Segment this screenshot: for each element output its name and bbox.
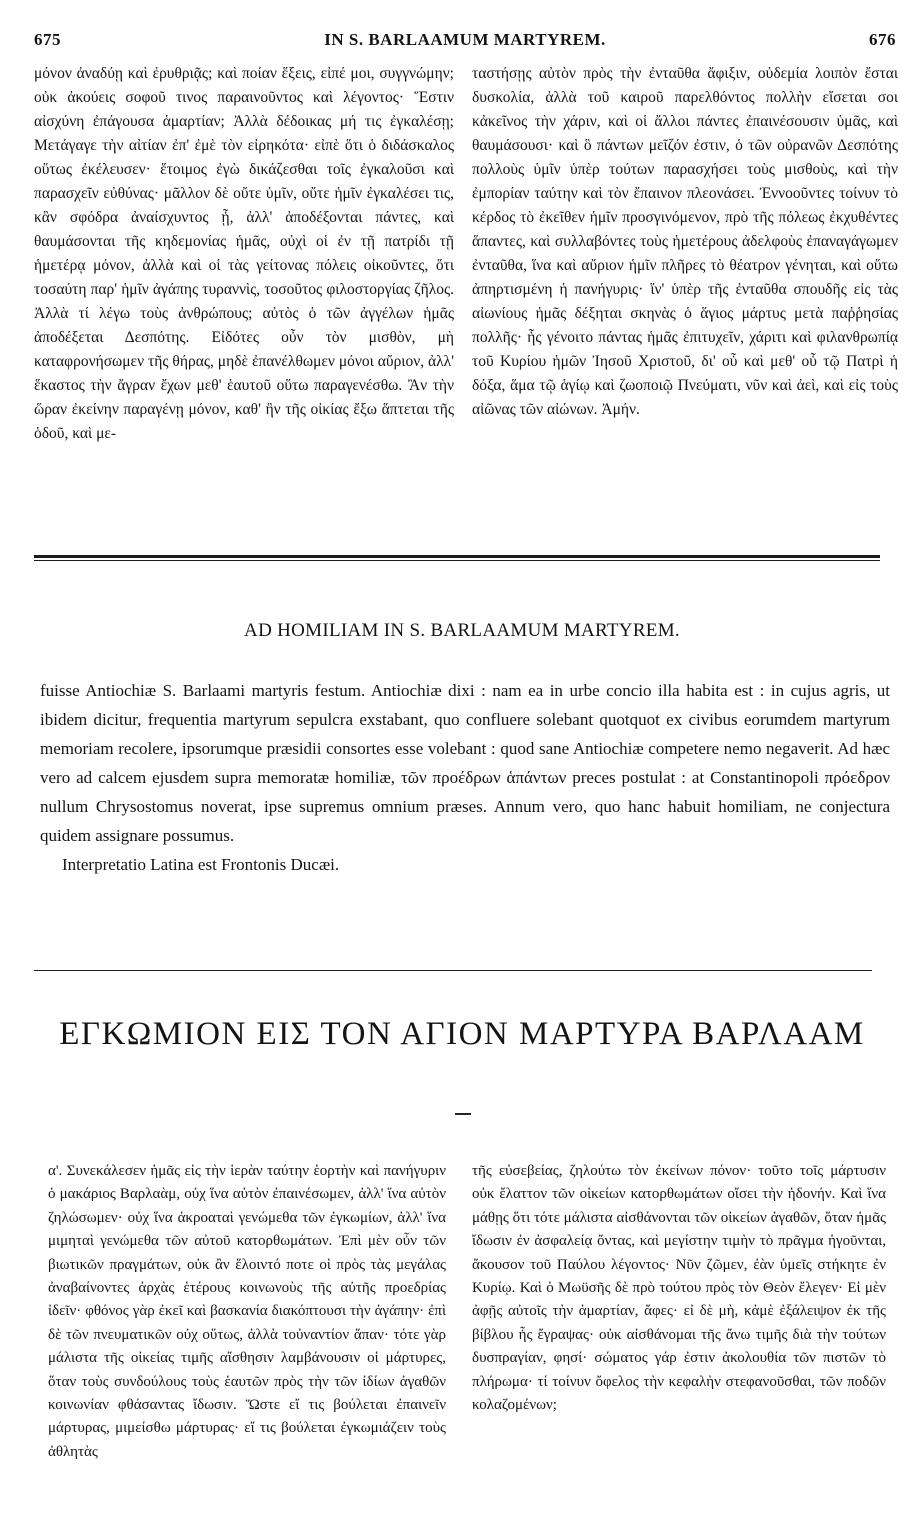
note-body [40,676,890,879]
running-header [34,30,896,60]
encomium-column-left [48,1160,446,1490]
encomium-title: ΕΓΚΩΜΙΟΝ ΕΙΣ ΤΟΝ ΑΓΙΟΝ ΜΑΡΤΥΡΑ ΒΑΡΛΑΑΜ [59,1016,865,1052]
running-title: IN S. BARLAAMUM MARTYREM. [324,30,606,49]
note-credit: Interpretatio Latina est Frontonis Ducæi. [62,855,340,874]
note-title: AD HOMILIAM IN S. BARLAAMUM MARTYREM. [244,620,680,641]
homily-column-right [472,62,898,532]
title-dash [455,1113,471,1115]
page-number-left: 675 [34,30,61,49]
page-number-right: 676 [869,30,896,49]
homily-text-left: μόνον ἀναδύῃ καὶ ἐρυθριᾷς; καὶ ποίαν ἕξεις, εἰπέ μοι, συγγνώμην; οὐκ ἀκούεις σοφοῦ τινος παραινοῦντος καὶ λέγοντος· Ἔστιν αἰσχύνη ἐπάγουσα ἁμαρτίαν; Ἀλλὰ δέδοικας μή τις ἐγκαλέσῃ; Μετάγαγε τὴν αἰτίαν ἐπ' ἐμὲ τὸν εἰρηκότα· εἰπὲ ὅτι ὁ διδάσκαλος οὕτως ἐκέλευσεν· ἕτοιμος ἐγὼ δικάζεσθαι τοῖς ἐγκαλοῦσι καὶ παρασχεῖν εὐθύνας· μᾶλλον δὲ οὔτε ὑμῖν, οὔτε ἡμῖν ἐγκαλέσει τις, κἂν σφόδρα ἀναίσχυντος ᾖ, ἀλλ' ἀποδέξονται πάντες, καὶ θαυμάσονται τῆς κηδεμονίας ἡμᾶς, οὐχὶ οἱ ἐν τῇ πατρίδι τῇ ἡμετέρᾳ μόνον, ἀλλὰ καὶ οἱ τὰς γείτονας πόλεις οἰκοῦντες, ὅτι τοσαύτη παρ' ἡμῖν ἀγάπης τυραννὶς, τοσοῦτος φιλοστοργίας ζῆλος. Ἀλλὰ τί λέγω τοὺς ἀνθρώπους; αὐτὸς ὁ τῶν ἀγγέλων ἡμᾶς ἀποδέξεται Δεσπότης. Εἰδότες οὖν τὸν μισθὸν, μὴ καταφρονήσωμεν τῆς θήρας, μηδὲ ἐπανέλθωμεν μόνοι αὔριον, ἀλλ' ἕκαστος τὴν ἄγραν ἔχων μεθ' ἑαυτοῦ οὕτω παραγενέσθω. Ἂν τὴν ὥραν ἐκείνην παραγένῃ μόνον, καθ' ἣν τῆς οἰκίας ἔξω ἅπτεται τῆς ὁδοῦ, καὶ με- [34,65,454,442]
section-divider-thick [34,555,880,561]
encomium-column-right [472,1160,886,1490]
homily-column-left [34,62,454,532]
note-paragraph: fuisse Antiochiæ S. Barlaami martyris festum. Antiochiæ dixi : nam ea in urbe concio illa habita est : in cujus agris, ut ibidem dicitur, frequentia martyrum sepulcra exstabant, quo confluere solebant quotquot ex civibus eorumdem martyrum memoriam recolere, ipsorumque præsidii consortes esse volebant : quod sane Antiochiæ competere nemo negaverit. Ad hæc vero ad calcem ejusdem supra memoratæ homiliæ, τῶν προέδρων ἁπάντων preces postulat : at Constantinopoli πρόεδρον nullum Chrysostomus noverat, ipse supremus omnium præses. Annum vero, quo hanc habuit homiliam, ne conjectura quidem assignare possumus. [40,681,890,845]
section-divider-thin [34,970,872,971]
encomium-text-right: τῆς εὐσεβείας, ζηλούτω τὸν ἐκείνων πόνον· τοῦτο τοῖς μάρτυσιν οὐκ ἔλαττον τῶν οἰκείων κατορθωμάτων οἴσει τὴν ἡδονήν. Καὶ ἵνα μάθῃς ὅτι τότε μάλιστα αἰσθάνονται τῶν οἰκείων ἀγαθῶν, ὅταν ἡμᾶς ἴδωσιν ἐν ἀσφαλείᾳ ὄντας, καὶ μεγίστην τιμὴν τὸ πρᾶγμα ἡγοῦνται, ἄκουσον τοῦ Παύλου λέγοντος· Νῦν ζῶμεν, ἐὰν ὑμεῖς στήκητε ἐν Κυρίῳ. Καὶ ὁ Μωϋσῆς δὲ πρὸ τούτου πρὸς τὸν Θεὸν ἔλεγεν· Εἰ μὲν ἀφῇς αὐτοῖς τὴν ἁμαρτίαν, ἄφες· εἰ δὲ μὴ, κἀμὲ ἐξάλειψον ἐκ τῆς βίβλου ἧς ἔγραψας· οὐκ αἰσθάνομαι τῆς ἄνω τιμῆς διὰ τὴν τούτων δυσπραγίαν, φησί· σώματος γάρ ἐστιν ἀκολουθία τῶν πιστῶν τὸ πλήρωμα· τί τοίνυν ὄφελος τὴν κεφαλὴν στεφανοῦσθαι, τῶν ποδῶν κολαζομένων; [472,1163,886,1414]
homily-text-right: ταστήσῃς αὐτὸν πρὸς τὴν ἐνταῦθα ἄφιξιν, οὐδεμία λοιπὸν ἔσται δυσκολία, ἀλλὰ τοῦ καιροῦ παρελθόντος πολλὴν εἴσεται σοι κἀκεῖνος τὴν χάριν, καὶ οἱ ἄλλοι πάντες ἐπαινέσουσιν ὑμᾶς, καὶ θαυμάσουσι· καὶ ὃ πάντων μεῖζόν ἐστιν, ὁ τῶν οὐρανῶν Δεσπότης πολλοὺς ὑμῖν ὑπὲρ τούτων παρασχήσει τοὺς μισθοὺς, καὶ τὴν ἐμπορίαν ταύτην καὶ τὸν ἔπαινον πλεονάσει. Ἐννοοῦντες τοίνυν τὸ κέρδος τὸ ἐκεῖθεν ἡμῖν προσγινόμενον, πρὸ τῆς πόλεως ἐκχυθέντες ἅπαντες, καὶ συλλαβόντες τοὺς ἡμετέρους ἀδελφοὺς ἐπαναγάγωμεν ἐνταῦθα, ἵνα καὶ αὔριον ἡμῖν πλῆρες τὸ θέατρον γένηται, καὶ οὕτω ἀπηρτισμένη ἡ πανήγυρις· ἵν' ὑπὲρ τῆς ἐνταῦθα σπουδῆς εἰς τὰς αἰωνίους ἡμᾶς δέξηται σκηνὰς ὁ ἅγιος μάρτυς μετὰ παῤῥησίας πολλῆς· ἧς γένοιτο πάντας ἡμᾶς ἐπιτυχεῖν, χάριτι καὶ φιλανθρωπίᾳ τοῦ Κυρίου ἡμῶν Ἰησοῦ Χριστοῦ, δι' οὗ καὶ μεθ' οὗ τῷ Πατρὶ ἡ δόξα, ἅμα τῷ ἁγίῳ καὶ ζωοποιῷ Πνεύματι, νῦν καὶ ἀεὶ, καὶ εἰς τοὺς αἰῶνας τῶν αἰώνων. Ἀμήν. [472,65,898,418]
encomium-text-left: α'. Συνεκάλεσεν ἡμᾶς εἰς τὴν ἱερὰν ταύτην ἑορτὴν καὶ πανήγυριν ὁ μακάριος Βαρλαὰμ, οὐχ ἵνα αὐτὸν ἐπαινέσωμεν, ἀλλ' ἵνα αὐτὸν ζηλώσωμεν· οὐχ ἵνα ἀκροαταὶ γενώμεθα τῶν ἐγκωμίων, ἀλλ' ἵνα μιμηταὶ γενώμεθα τῶν αὐτοῦ κατορθωμάτων. Ἐπὶ μὲν οὖν τῶν βιωτικῶν πραγμάτων, οὐκ ἂν ἕλοιντό ποτε οἱ πρὸς τὰς μεγάλας ἀναβαίνοντες ἀρχὰς ἑτέρους κοινωνοὺς τῆς αὐτῆς προεδρίας ἰδεῖν· φθόνος γὰρ ἐκεῖ καὶ βασκανία διακόπτουσι τὴν ἀγάπην· ἐπὶ δὲ τῶν πνευματικῶν οὐχ οὕτως, ἀλλὰ τοὐναντίον ἅπαν· τότε γὰρ μάλιστα τῆς οἰκείας τιμῆς αἴσθησιν λαμβάνουσιν οἱ μάρτυρες, ὅταν τοὺς συνδούλους τοὺς ἑαυτῶν πρὸς τὴν τῶν ἰδίων ἀγαθῶν κοινωνίαν φθάσαντας ἴδωσιν. Ὥστε εἴ τις βούλεται ἐπαινεῖν μάρτυρας, μιμείσθω μάρτυρας· εἴ τις βούλεται ἐγκωμιάζειν τοὺς ἀθλητὰς [48,1163,446,1460]
